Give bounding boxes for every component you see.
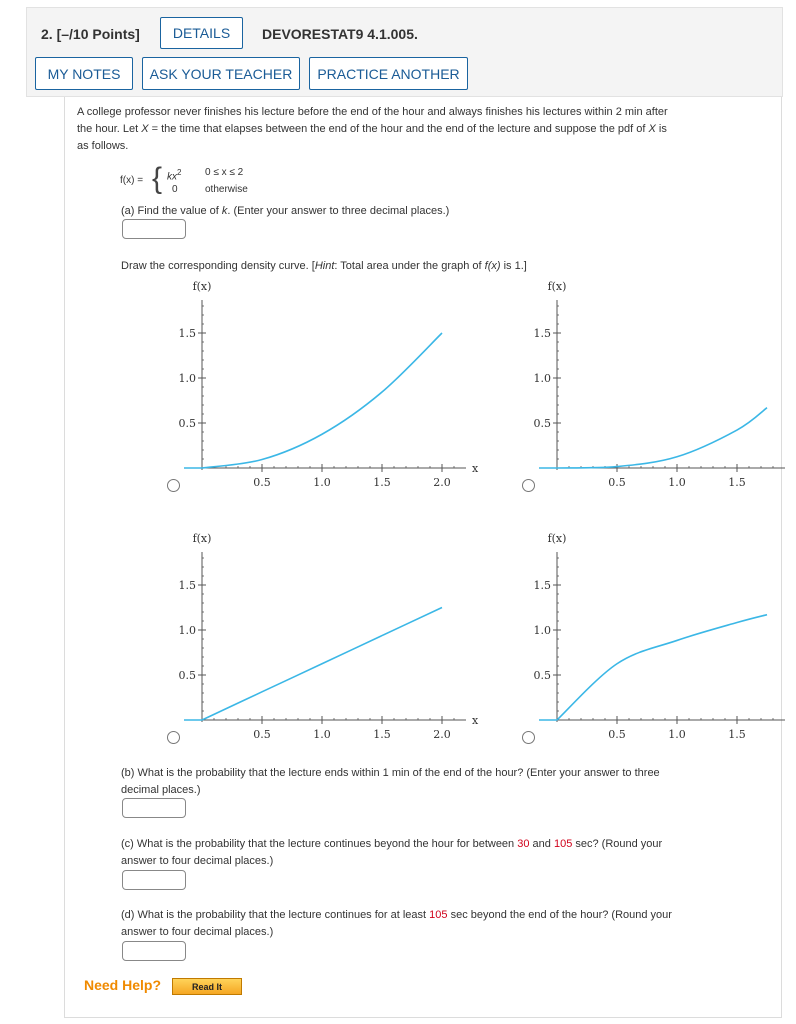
x-tick-label: 0.5 <box>608 728 626 741</box>
y-tick-label: 1.0 <box>178 624 196 637</box>
part-d-answer-input[interactable] <box>122 941 186 961</box>
question-code: DEVORESTAT9 4.1.005. <box>262 26 418 42</box>
intro-text <box>77 104 777 155</box>
y-axis-label: f(x) <box>192 280 212 293</box>
y-tick-label: 0.5 <box>533 417 551 430</box>
part-c-value-30: 30 <box>517 838 530 850</box>
x-tick-label: 0.5 <box>253 476 271 489</box>
pdf-lhs: f(x) = <box>120 175 144 186</box>
intro-line-2: the hour. Let X = the time that elapses between the end of the hour and the end of the lecture and suppose the pdf of X is <box>77 123 667 135</box>
x-axis-label: x <box>472 714 479 727</box>
graph-option-3 <box>160 528 490 744</box>
part-b-answer-input[interactable] <box>122 798 186 818</box>
case2-expr: 0 <box>172 184 178 195</box>
draw-instruction: Draw the corresponding density curve. [Hint: Total area under the graph of f(x) is 1.] <box>121 260 527 272</box>
density-curve <box>202 608 442 721</box>
y-tick-label: 1.5 <box>533 327 551 340</box>
radio-option-3[interactable] <box>167 731 180 744</box>
y-tick-label: 1.0 <box>178 372 196 385</box>
density-curve <box>557 408 767 468</box>
read-it-button[interactable]: Read It <box>172 978 242 995</box>
ask-your-teacher-button[interactable]: ASK YOUR TEACHER <box>142 57 300 90</box>
question-header <box>26 7 783 97</box>
part-c-value-105: 105 <box>553 838 573 850</box>
graph-option-1 <box>160 276 490 492</box>
x-tick-label: 1.5 <box>728 728 746 741</box>
intro-line-3: as follows. <box>77 140 129 152</box>
y-tick-label: 1.5 <box>533 579 551 592</box>
graph-option-4 <box>515 528 785 744</box>
y-tick-label: 1.0 <box>533 624 551 637</box>
radio-option-2[interactable] <box>522 479 535 492</box>
y-axis-label: f(x) <box>547 532 567 545</box>
y-tick-label: 0.5 <box>178 417 196 430</box>
x-tick-label: 1.0 <box>668 728 686 741</box>
y-axis-label: f(x) <box>547 280 567 293</box>
y-tick-label: 0.5 <box>533 669 551 682</box>
y-tick-label: 1.5 <box>178 579 196 592</box>
x-tick-label: 2.0 <box>433 476 451 489</box>
intro-line-1: A college professor never finishes his lecture before the end of the hour and always finishes his lectures within 2 min after <box>77 106 668 118</box>
case1-expr: $kx^2$ <box>167 168 182 183</box>
my-notes-button[interactable]: MY NOTES <box>35 57 133 90</box>
radio-option-1[interactable] <box>167 479 180 492</box>
density-curve <box>557 615 767 720</box>
x-tick-label: 1.5 <box>728 476 746 489</box>
part-c-answer-input[interactable] <box>122 870 186 890</box>
part-c-text: (c) What is the probability that the lecture continues beyond the hour for between 30 and 105 sec? (Round your answer to four decimal places.) <box>121 838 663 867</box>
need-help-label: Need Help? <box>84 977 162 993</box>
practice-another-button[interactable]: PRACTICE ANOTHER <box>309 57 468 90</box>
y-tick-label: 1.5 <box>178 327 196 340</box>
x-tick-label: 1.5 <box>373 476 391 489</box>
question-number-points: 2. [–/10 Points] <box>41 26 140 42</box>
x-tick-label: 1.0 <box>668 476 686 489</box>
part-d-text: (d) What is the probability that the lecture continues for at least 105 sec beyond the end of the hour? (Round your answer to four decimal places.) <box>121 909 672 938</box>
brace: { <box>152 162 163 195</box>
part-a-answer-input[interactable] <box>122 219 186 239</box>
x-tick-label: 0.5 <box>608 476 626 489</box>
part-b-text: (b) What is the probability that the lecture ends within 1 min of the end of the hour? (Enter your answer to three decimal places.) <box>121 767 660 796</box>
x-axis-label: x <box>472 462 479 475</box>
radio-option-4[interactable] <box>522 731 535 744</box>
pdf-definition <box>120 164 320 198</box>
part-d-value-105: 105 <box>429 909 448 921</box>
x-tick-label: 2.0 <box>433 728 451 741</box>
case2-cond: otherwise <box>205 184 248 195</box>
x-tick-label: 1.0 <box>313 728 331 741</box>
y-tick-label: 0.5 <box>178 669 196 682</box>
part-a-text: (a) Find the value of k. (Enter your answer to three decimal places.) <box>121 205 450 217</box>
density-curve <box>202 333 442 468</box>
x-tick-label: 1.5 <box>373 728 391 741</box>
details-button[interactable]: DETAILS <box>160 17 243 49</box>
x-tick-label: 0.5 <box>253 728 271 741</box>
x-tick-label: 1.0 <box>313 476 331 489</box>
y-tick-label: 1.0 <box>533 372 551 385</box>
case1-cond: 0 ≤ x ≤ 2 <box>205 167 244 178</box>
graph-option-2 <box>515 276 785 492</box>
y-axis-label: f(x) <box>192 532 212 545</box>
